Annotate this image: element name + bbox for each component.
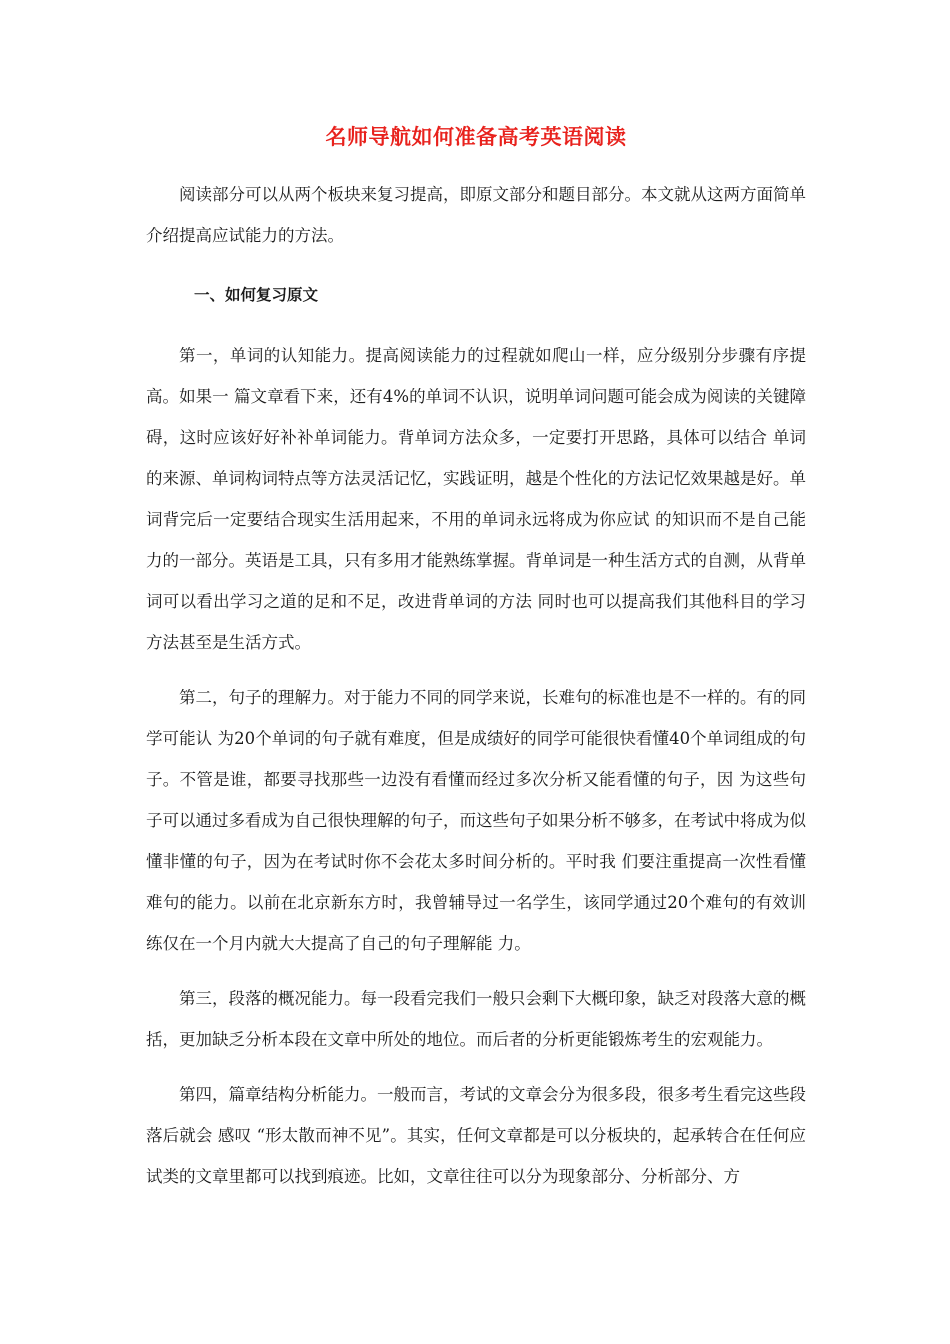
paragraph-structure-analysis: 第四，篇章结构分析能力。一般而言，考试的文章会分为很多段，很多考生看完这些段落后就会 感叹 “形太散而神不见”。其实，任何文章都是可以分板块的，起承转合在任何应试类的文章里都可以找到痕迹。比如，文章往往可以分为现象部分、分析部分、方 [146,1085,806,1186]
spacer [146,663,806,677]
spacer [146,256,806,275]
document-body [146,118,806,1197]
spacer [146,964,806,978]
intro-paragraph: 阅读部分可以从两个板块来复习提高，即原文部分和题目部分。本文就从这两方面简单介绍提高应试能力的方法。 [146,185,806,245]
paragraph-sentence-comprehension: 第二，句子的理解力。对于能力不同的同学来说，长难句的标准也是不一样的。有的同学可能认 为20个单词的句子就有难度，但是成绩好的同学可能很快看懂40个单词组成的句子。不管是谁，都要寻找那些一边没有看懂而经过多次分析又能看懂的句子，因 为这些句子可以通过多看成为自己很快理解的句子，而这些句子如果分析不够多，在考试中将成为似懂非懂的句子，因为在考试时你不会花太多时间分析的。平时我 们要注重提高一次性看懂难句的能力。以前在北京新东方时，我曾辅导过一名学生，该同学通过20个难句的有效训练仅在一个月内就大大提高了自己的句子理解能 力。 [146,688,806,953]
paragraph-word-recognition: 第一，单词的认知能力。提高阅读能力的过程就如爬山一样，应分级别分步骤有序提高。如果一 篇文章看下来，还有4%的单词不认识，说明单词问题可能会成为阅读的关键障碍，这时应该好好补补单词能力。背单词方法众多，一定要打开思路，具体可以结合 单词的来源、单词构词特点等方法灵活记忆，实践证明，越是个性化的方法记忆效果越是好。单词背完后一定要结合现实生活用起来，不用的单词永远将成为你应试 的知识而不是自己能力的一部分。英语是工具，只有多用才能熟练掌握。背单词是一种生活方式的自测，从背单词可以看出学习之道的足和不足，改进背单词的方法 同时也可以提高我们其他科目的学习方法甚至是生活方式。 [146,346,806,652]
section-heading: 一、如何复习原文 [194,286,319,304]
document-title: 名师导航如何准备高考英语阅读 [325,125,627,149]
spacer [146,316,806,335]
paragraph-paragraph-summary: 第三，段落的概况能力。每一段看完我们一般只会剩下大概印象，缺乏对段落大意的概括，更加缺乏分析本段在文章中所处的地位。而后者的分析更能锻炼考生的宏观能力。 [146,989,806,1049]
spacer [146,1060,806,1074]
